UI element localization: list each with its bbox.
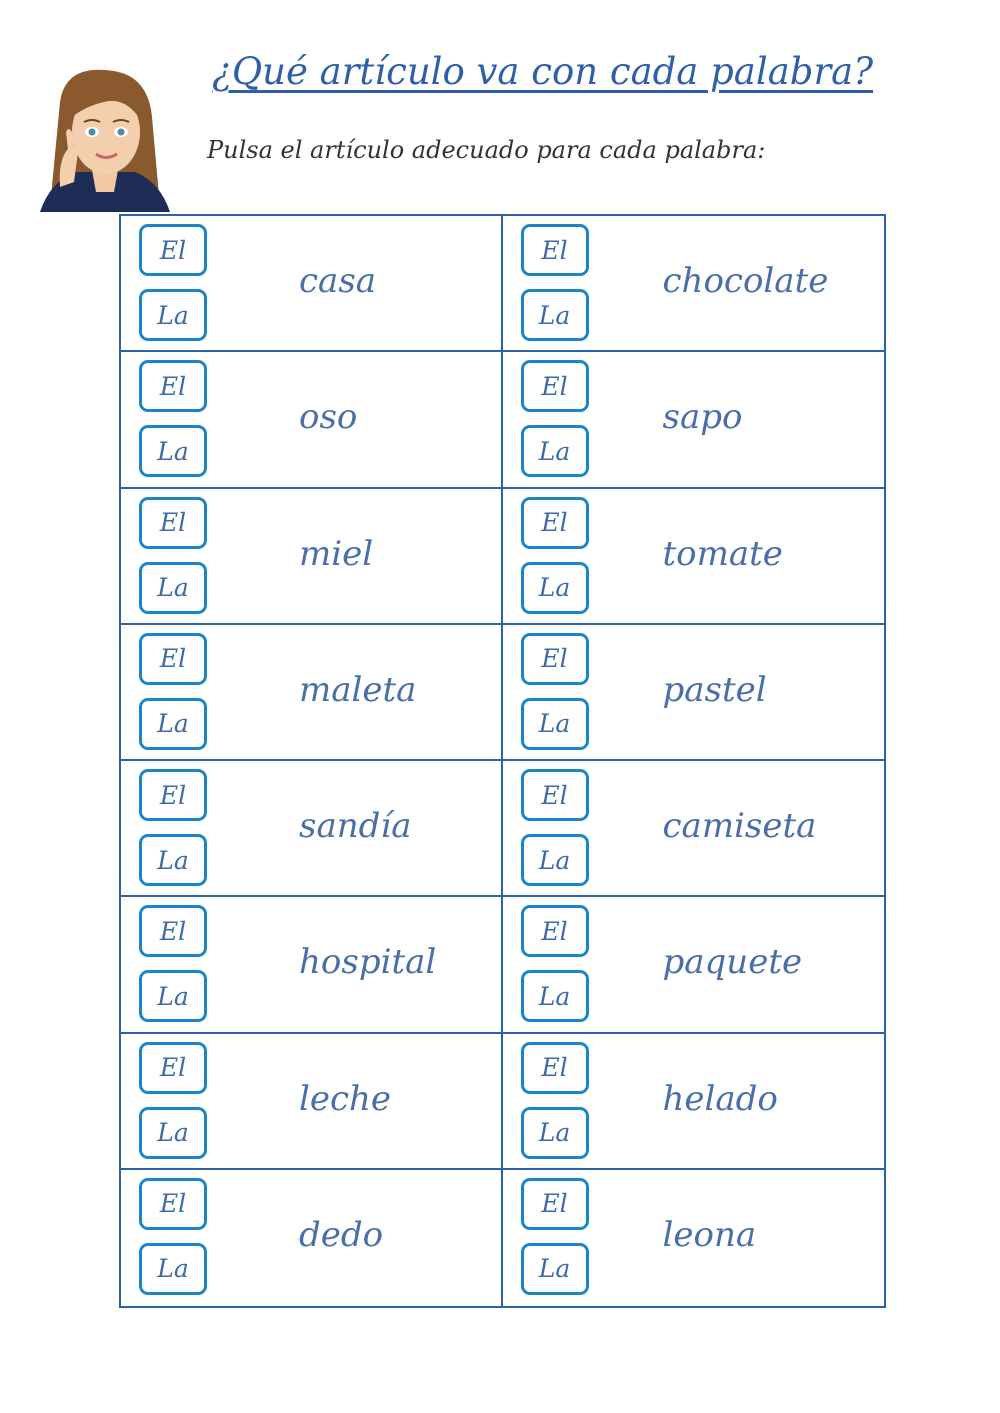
word-cell-left [121,761,503,897]
article-el-button[interactable]: El [521,360,589,412]
word-label: camiseta [662,806,817,846]
word-cell-left [121,1034,503,1170]
article-la-button[interactable]: La [139,970,207,1022]
article-la-button[interactable]: La [521,698,589,750]
word-label: pastel [662,669,767,710]
word-cell-left [121,897,503,1033]
article-el-button[interactable]: El [521,1178,589,1230]
article-la-button[interactable]: La [521,970,589,1022]
article-la-button[interactable]: La [139,1243,207,1295]
article-la-button[interactable]: La [139,834,207,886]
article-la-button[interactable]: La [521,834,589,886]
page-title: ¿Qué artículo va con cada palabra? [212,50,874,93]
article-el-button[interactable]: El [521,224,589,276]
word-label: leche [299,1078,392,1119]
instruction-text: Pulsa el artículo adecuado para cada palabra: [207,136,766,164]
word-label: chocolate [662,261,829,301]
article-la-button[interactable]: La [139,698,207,750]
word-cell-left [121,625,503,761]
word-cell-right [503,216,885,352]
article-la-button[interactable]: La [139,289,207,341]
article-la-button[interactable]: La [139,562,207,614]
article-el-button[interactable]: El [139,1178,207,1230]
word-cell-left [121,352,503,488]
word-label: helado [662,1078,778,1119]
word-cell-right [503,625,885,761]
article-la-button[interactable]: La [521,289,589,341]
article-el-button[interactable]: El [139,633,207,685]
word-cell-right [503,489,885,625]
word-label: maleta [299,669,417,710]
article-la-button[interactable]: La [521,1107,589,1159]
article-el-button[interactable]: El [139,224,207,276]
word-cell-left [121,216,503,352]
article-el-button[interactable]: El [139,905,207,957]
teacher-avatar-icon [30,62,180,212]
word-grid [119,214,886,1308]
article-la-button[interactable]: La [521,425,589,477]
word-cell-left [121,1170,503,1306]
word-label: miel [299,533,374,574]
word-cell-right [503,761,885,897]
word-cell-right [503,1034,885,1170]
article-la-button[interactable]: La [521,1243,589,1295]
word-label: dedo [299,1214,384,1255]
article-la-button[interactable]: La [139,425,207,477]
word-cell-left [121,489,503,625]
article-el-button[interactable]: El [139,769,207,821]
word-label: tomate [662,533,783,574]
word-label: paquete [662,942,803,983]
article-el-button[interactable]: El [521,1042,589,1094]
article-el-button[interactable]: El [521,633,589,685]
article-el-button[interactable]: El [139,1042,207,1094]
article-la-button[interactable]: La [521,562,589,614]
article-el-button[interactable]: El [521,497,589,549]
article-el-button[interactable]: El [521,905,589,957]
word-label: casa [299,261,377,301]
word-label: hospital [299,942,437,983]
word-label: sandía [299,806,412,846]
article-el-button[interactable]: El [521,769,589,821]
word-cell-right [503,897,885,1033]
word-cell-right [503,1170,885,1306]
word-label: sapo [662,397,743,438]
article-el-button[interactable]: El [139,360,207,412]
article-el-button[interactable]: El [139,497,207,549]
word-label: oso [299,397,358,438]
word-label: leona [662,1214,757,1255]
word-cell-right [503,352,885,488]
article-la-button[interactable]: La [139,1107,207,1159]
